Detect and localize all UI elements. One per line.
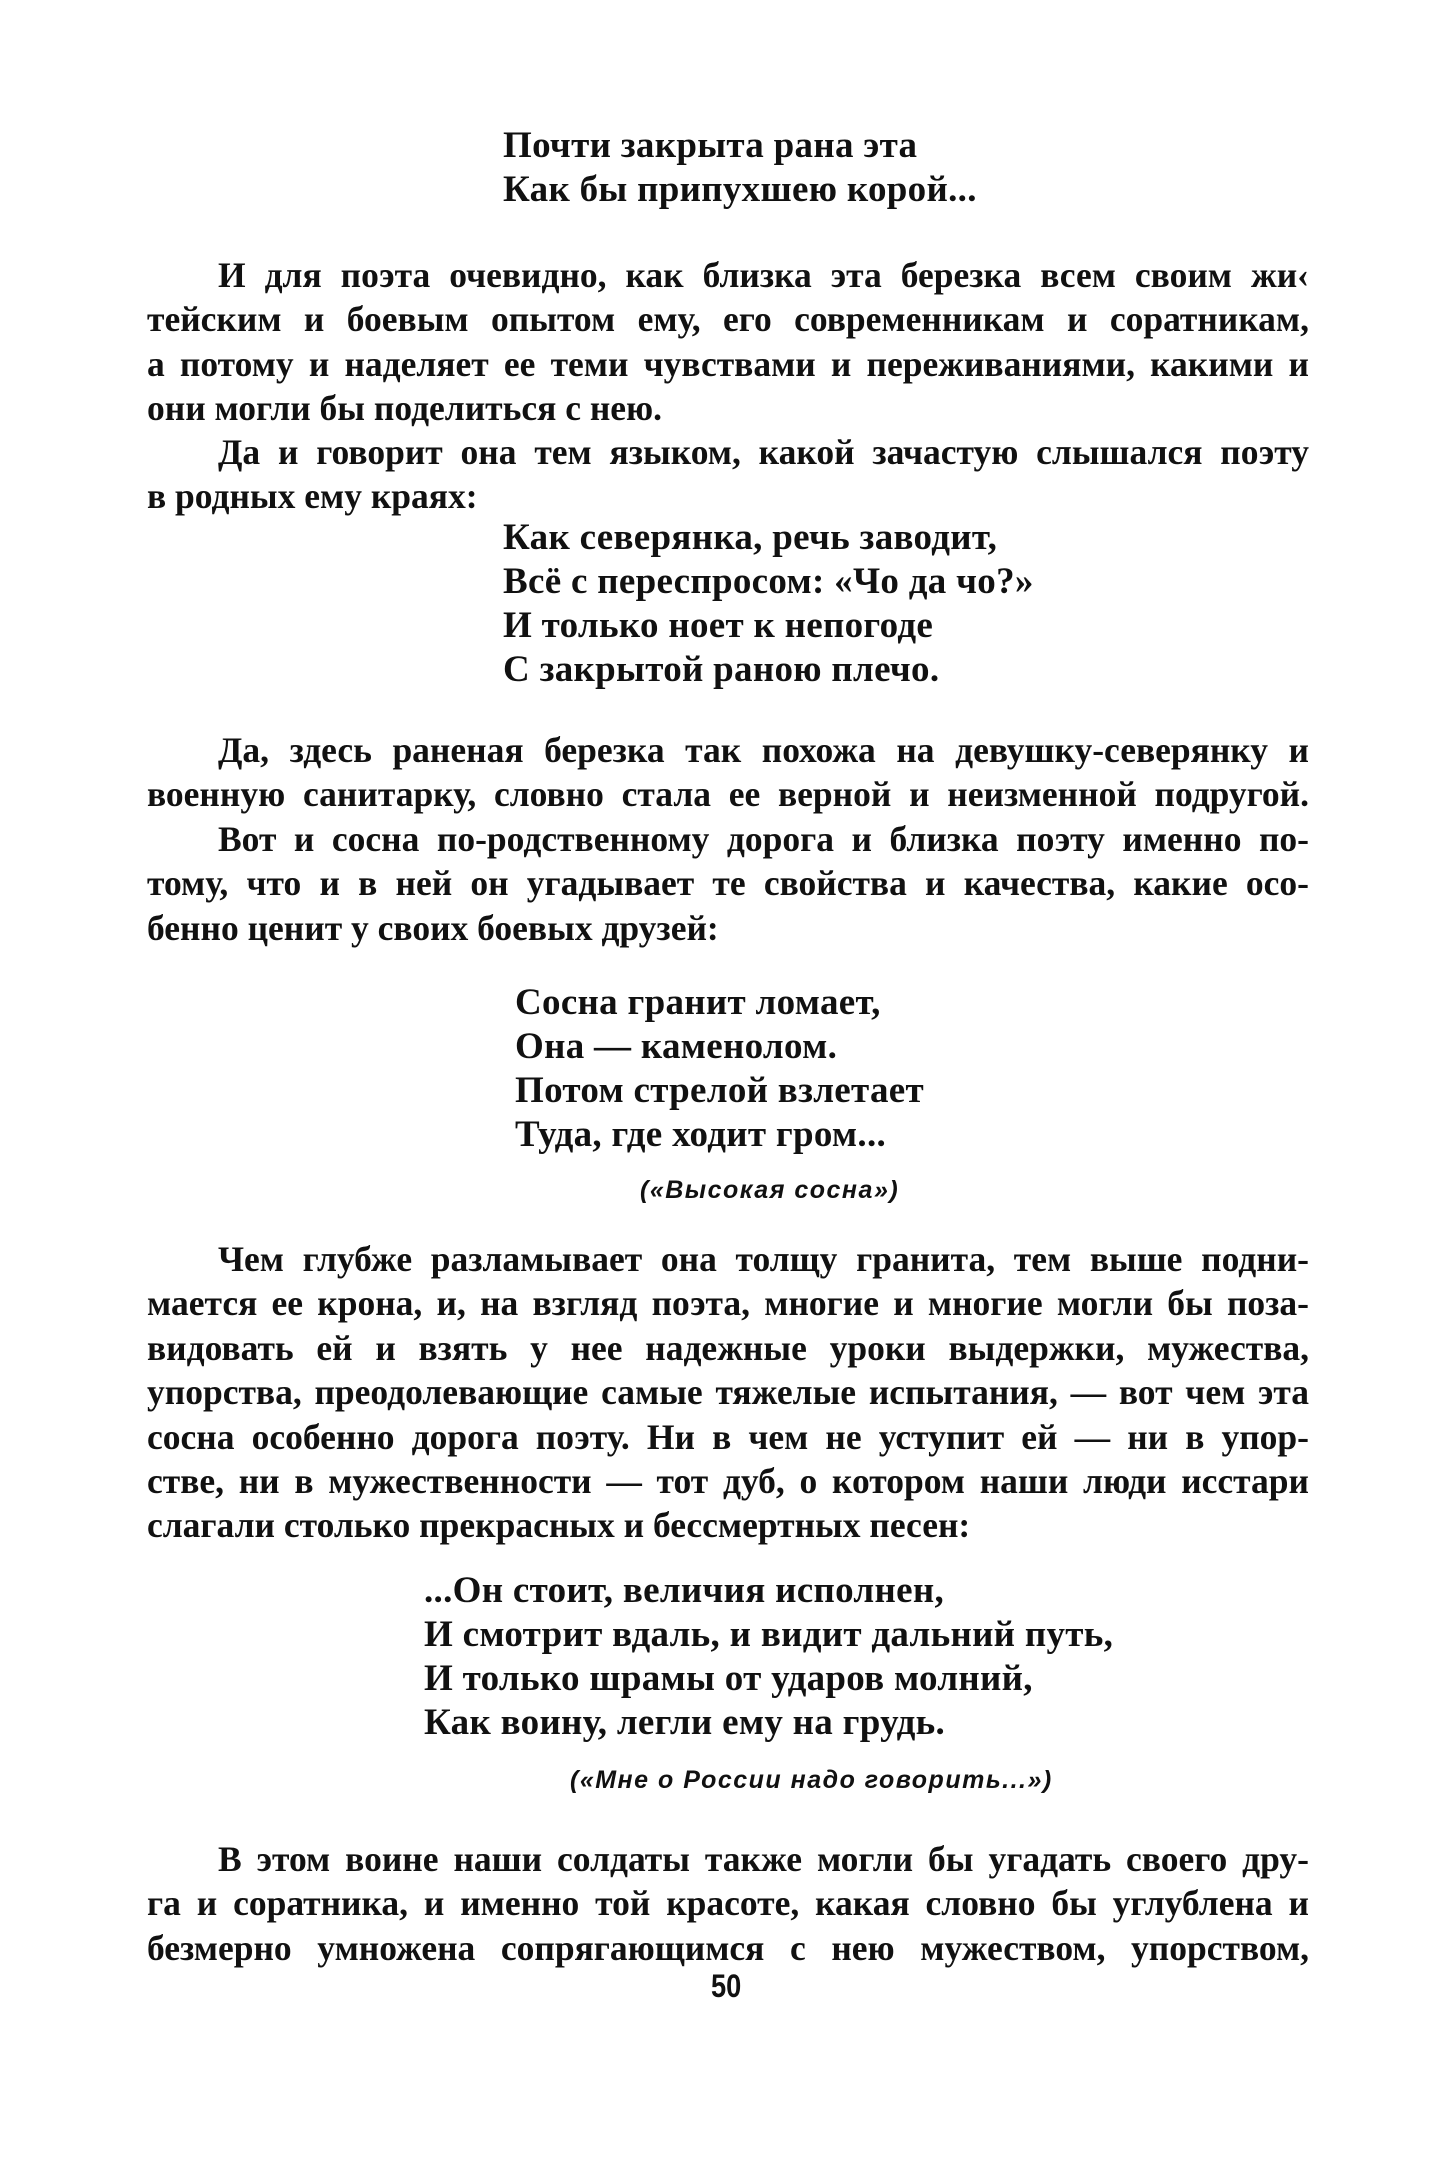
poem-excerpt-1: [503, 124, 977, 212]
text-line: тому, что и в ней он угадывает те свойства и качества, какие осо-: [147, 863, 1309, 904]
paragraph-6: [147, 1837, 1309, 1970]
verse-line: Как воину, легли ему на грудь.: [424, 1702, 946, 1743]
text-line: они могли бы поделиться с нею.: [147, 388, 663, 429]
text-line: бенно ценит у своих боевых друзей:: [147, 907, 719, 948]
text-line: В этом воине наши солдаты также могли бы угадать своего дру-: [218, 1839, 1309, 1879]
verse-line: ...Он стоит, величия исполнен,: [424, 1570, 944, 1611]
verse-line: Туда, где ходит гром...: [515, 1114, 887, 1155]
paragraph-5: [147, 1237, 1309, 1548]
verse-line: И только ноет к непогоде: [503, 605, 934, 646]
text-line: Вот и сосна по-родственному дорога и близка поэту именно по-: [218, 819, 1309, 859]
text-line: Да, здесь раненая березка так похожа на девушку-северянку и: [218, 730, 1309, 770]
paragraph-1: [147, 253, 1309, 431]
text-line: а потому и наделяет ее теми чувствами и переживаниями, какими и: [147, 343, 1309, 384]
text-line: мается ее крона, и, на взгляд поэта, многие и многие могли бы поза-: [147, 1283, 1309, 1324]
page-number: 50: [711, 1968, 742, 2004]
verse-line: Она — каменолом.: [515, 1026, 838, 1067]
text-line: видовать ей и взять у нее надежные уроки выдержки, мужества,: [147, 1327, 1309, 1368]
verse-line: Сосна гранит ломает,: [515, 982, 881, 1023]
text-line: Чем глубже разламывает она толщу гранита, тем выше подни-: [218, 1239, 1309, 1279]
verse-line: Почти закрыта рана эта: [503, 125, 918, 166]
verse-line: С закрытой раною плечо.: [503, 649, 940, 690]
paragraph-2: [147, 430, 1309, 519]
verse-line: Потом стрелой взлетает: [515, 1070, 924, 1111]
text-line: стве, ни в мужественности — тот дуб, о котором наши люди исстари: [147, 1460, 1309, 1501]
text-line: безмерно умножена сопрягающимся с нею мужеством, упорством,: [147, 1927, 1309, 1968]
text-line: в родных ему краях:: [147, 476, 478, 517]
text-line: га и соратника, и именно той красоте, какая словно бы углублена и: [147, 1883, 1309, 1924]
paragraph-3: [147, 728, 1309, 817]
text-line: И для поэта очевидно, как близка эта березка всем своим жи‹: [218, 255, 1309, 295]
text-line: слагали столько прекрасных и бессмертных песен:: [147, 1505, 971, 1546]
poem-excerpt-3: [515, 981, 924, 1157]
verse-line: И только шрамы от ударов молний,: [424, 1658, 1033, 1699]
verse-line: И смотрит вдаль, и видит дальний путь,: [424, 1614, 1114, 1655]
poem-excerpt-2: [503, 516, 1034, 692]
text-line: военную санитарку, словно стала ее верной и неизменной подругой.: [147, 774, 1309, 815]
text-line: Да и говорит она тем языком, какой зачастую слышался поэту: [218, 432, 1309, 472]
paragraph-4: [147, 817, 1309, 950]
verse-line: Всё с переспросом: «Чо да чо?»: [503, 561, 1034, 602]
text-line: тейским и боевым опытом ему, его современникам и соратникам,: [147, 299, 1309, 340]
verse-line: Как северянка, речь заводит,: [503, 517, 998, 558]
poem-source-citation-1: («Высокая сосна»): [640, 1176, 900, 1204]
poem-excerpt-4: [424, 1569, 1113, 1745]
verse-line: Как бы припухшею корой...: [503, 169, 977, 210]
poem-source-citation-2: («Мне о России надо говорить...»): [570, 1766, 1053, 1794]
text-line: сосна особенно дорога поэту. Ни в чем не уступит ей — ни в упор-: [147, 1416, 1309, 1457]
text-line: упорства, преодолевающие самые тяжелые испытания, — вот чем эта: [147, 1372, 1309, 1413]
